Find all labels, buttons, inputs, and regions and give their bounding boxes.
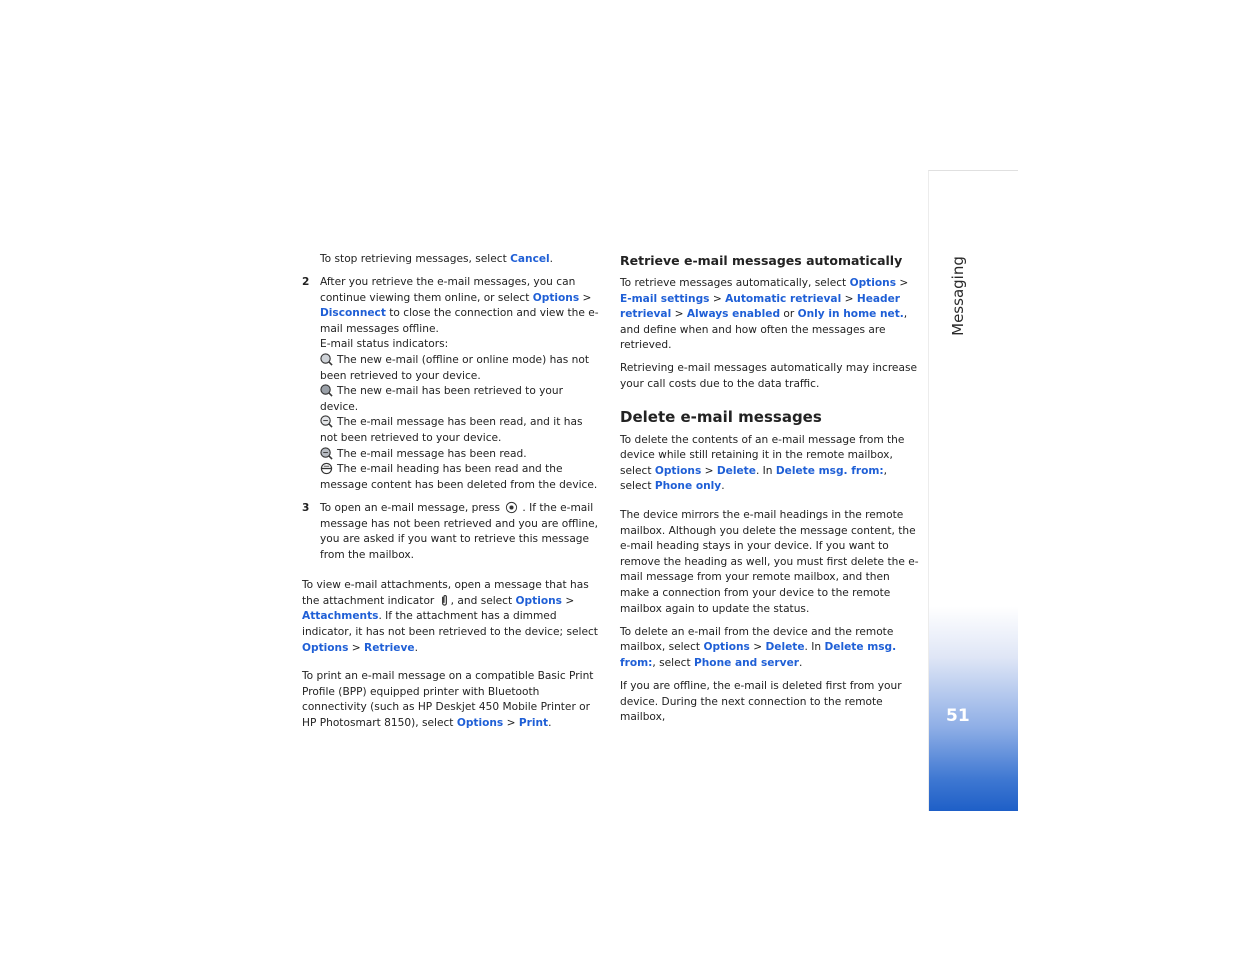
attachments-paragraph: To view e-mail attachments, open a message that has the attachment indicator , and select Options > Attachments. If the attachment has a dimmed indicator, it has not been retrieved to the device; select Options > Retrieve.: [302, 579, 598, 654]
auto-retrieve-paragraph: To retrieve messages automatically, select Options > E-mail settings > Automatic retrieval > Header retrieval > Always enabled or Only in home net., and define when and how often the messages are retrieved.: [620, 277, 909, 352]
attachments-link[interactable]: Attachments: [302, 610, 379, 623]
stop-retrieving-text: To stop retrieving messages, select Cancel.: [320, 253, 554, 265]
read-not-retrieved-icon: [320, 415, 333, 428]
delete-messages-heading: Delete e-mail messages: [620, 407, 822, 426]
only-in-home-net-link[interactable]: Only in home net.: [797, 308, 904, 321]
mirror-paragraph: The device mirrors the e-mail headings in the remote mailbox. Although you delete the message content, the e-mail heading stays in your device. If you want to remove the heading as well, you must first delete the e-mail message from your remote mailbox, and then make a connection from your device to the remote mailbox again to update the status.: [620, 509, 919, 615]
retrieve-link[interactable]: Retrieve: [364, 641, 415, 654]
page-number: 51: [946, 706, 970, 726]
heading-only-icon: [320, 462, 333, 475]
cancel-link[interactable]: Cancel: [510, 253, 550, 265]
step-3: 3 To open an e-mail message, press . If the e-mail message has not been retrieved and you are offline, you are asked if you want to retrieve this message from the mailbox.: [302, 501, 599, 561]
status-item: The e-mail heading has been read and the message content has been deleted from the device.: [320, 463, 598, 491]
read-email-icon: [320, 447, 333, 460]
left-column: [302, 252, 602, 732]
scroll-key-icon: [505, 501, 518, 514]
options-link[interactable]: Options: [302, 641, 349, 654]
status-indicators-title: E-mail status indicators:: [320, 338, 449, 351]
delete-both-paragraph: To delete an e-mail from the device and the remote mailbox, select Options > Delete. In Delete msg. from:, select Phone and server.: [620, 625, 897, 669]
header-retrieval-link[interactable]: Header retrieval: [620, 292, 901, 321]
options-link[interactable]: Options: [849, 277, 897, 289]
status-item: The e-mail message has been read, and it has not been retrieved to your device.: [320, 416, 583, 445]
status-item: The new e-mail (offline or online mode) has not been retrieved to your device.: [320, 354, 590, 382]
email-settings-link[interactable]: E-mail settings: [620, 292, 710, 305]
auto-retrieve-cost-note: Retrieving e-mail messages automatically may increase your call costs due to the data traffic.: [620, 362, 917, 391]
automatic-retrieval-link[interactable]: Automatic retrieval: [725, 292, 842, 305]
options-link[interactable]: Options: [515, 594, 562, 607]
delete-msg-from-link[interactable]: Delete msg. from:: [775, 464, 884, 477]
step-number: 2: [302, 276, 310, 289]
options-link[interactable]: Options: [703, 641, 750, 654]
section-label: Messaging: [949, 256, 967, 336]
phone-only-link[interactable]: Phone only: [654, 480, 722, 493]
step-2: 2 After you retrieve the e-mail messages, you can continue viewing them online, or select Options > Disconnect to close the connection and view the e-mail messages offline. E-mail status indicators: The new e-mail (offline or online mode) has not been retrieved to your device. The new e-mail has been retrieved to your device. The e-mail message has been read, and it has not been retrieved to your device. The e-mail message has been read. The e-mail heading has been read and the message content has been deleted from the device.: [302, 275, 602, 493]
phone-and-server-link[interactable]: Phone and server: [693, 656, 799, 669]
disconnect-link[interactable]: Disconnect: [320, 307, 386, 320]
options-link[interactable]: Options: [532, 291, 580, 304]
status-item: The new e-mail has been retrieved to your device.: [320, 385, 563, 413]
status-item: The e-mail message has been read.: [320, 447, 602, 463]
new-email-retrieved-icon: [320, 384, 333, 397]
attachment-icon: [438, 594, 451, 607]
step-number: 3: [302, 501, 310, 514]
delete-link[interactable]: Delete: [716, 464, 756, 477]
options-link[interactable]: Options: [654, 464, 702, 477]
retrieve-automatically-heading: Retrieve e-mail messages automatically: [620, 253, 903, 268]
delete-content-paragraph: To delete the contents of an e-mail message from the device while still retaining it in the remote mailbox, select Options > Delete. In Delete msg. from:, select Phone only.: [620, 433, 905, 493]
print-paragraph: To print an e-mail message on a compatible Basic Print Profile (BPP) equipped printer with Bluetooth connectivity (such as HP Deskjet 450 Mobile Printer or HP Photosmart 8150), select Options > Print.: [302, 670, 594, 730]
delete-msg-from-link[interactable]: Delete msg. from:: [620, 641, 897, 669]
print-link[interactable]: Print: [518, 717, 549, 730]
always-enabled-link[interactable]: Always enabled: [686, 308, 781, 321]
options-link[interactable]: Options: [456, 717, 504, 730]
chapter-tab: [928, 170, 1018, 811]
offline-paragraph: If you are offline, the e-mail is deleted first from your device. During the next connection to the remote mailbox,: [620, 679, 902, 724]
right-column: [620, 252, 920, 726]
new-email-not-retrieved-icon: [320, 353, 333, 366]
delete-link[interactable]: Delete: [765, 641, 805, 654]
